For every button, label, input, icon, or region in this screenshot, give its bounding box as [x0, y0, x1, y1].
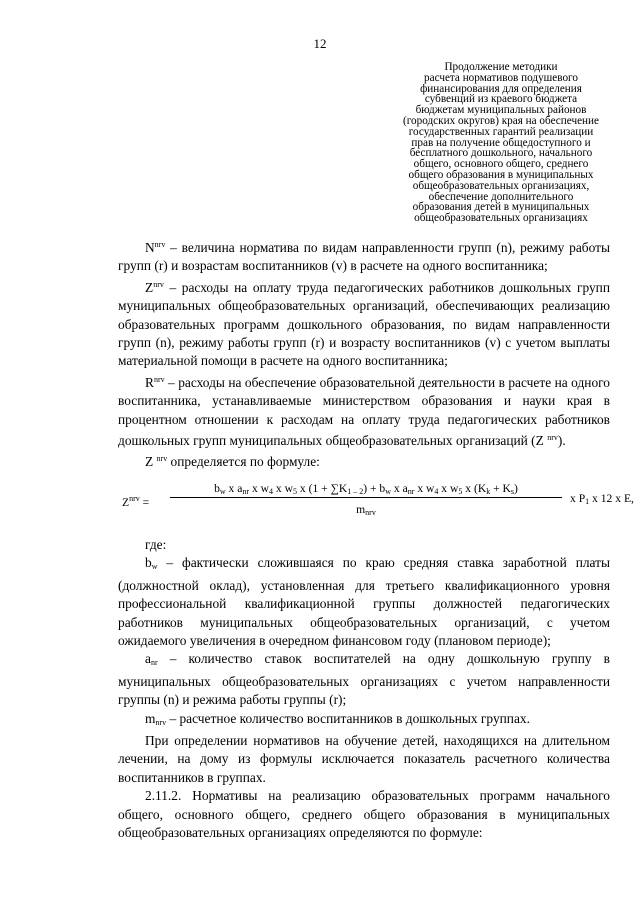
header-line: общеобразовательных организациях,	[412, 179, 590, 192]
paragraph-where: где:	[145, 536, 167, 552]
num-part: 1 – 2	[347, 486, 364, 496]
paragraph-exclusion: При определении нормативов на обучение детей, находящихся на длительном лечении, на дому из формулы исключается показатель расчетного количества воспитанников в группах.	[118, 732, 610, 785]
definition-text: – расходы на оплату труда педагогических работников дошкольных групп муниципальных общеобразовательных организаций, обеспечивающих реализацию образовательных программ дошкольного образования, по видам направленности групп (n), режиму работы групп (r) и возрасту воспитанников (v) с учетом выплаты материальной помощи в расчете на одного воспитанника;	[118, 279, 610, 369]
subscript: nrv	[155, 717, 167, 727]
formula	[118, 480, 634, 524]
num-part: x w	[273, 481, 293, 495]
header-line: финансирования для определения	[420, 82, 582, 95]
definition-text: – расходы на обеспечение образовательной деятельности в расчете на одного воспитанника, устанавливаемые министерством образования и науки края в процентном отношении к расходам на оплату труда педагогических работников дошкольных групп муниципальных общеобразовательных организаций (Z	[118, 374, 610, 449]
header-line: (городских округов) края на обеспечение	[403, 114, 599, 127]
paragraph-z-definition	[118, 276, 610, 371]
num-b: b	[214, 481, 220, 495]
num-part: x w	[249, 481, 270, 495]
num-part: + K	[490, 481, 511, 495]
num-part: nr	[242, 486, 250, 496]
den-symbol: m	[356, 502, 366, 516]
num-part: x w	[414, 481, 435, 495]
symbol-m: m	[145, 710, 156, 726]
num-part: x a	[225, 481, 243, 495]
definition-text: – фактически сложившаяся по краю средняя ставка заработной платы (должностной оклад), установленная для третьего квалификационного уровня профессиональной квалификационной группы должностей педагогических работников муниципальных общеобразовательных организаций, с учетом ожидаемого увеличения в очередном финансовом году (плановом периоде);	[118, 555, 610, 648]
superscript: nrv	[156, 454, 168, 464]
header-line: государственных гарантий реализации	[408, 125, 594, 138]
paragraph-z-intro	[118, 450, 610, 471]
num-part: k	[486, 486, 491, 496]
paragraph-mnrv-definition	[118, 710, 610, 732]
header-line: общего, основного общего, среднего	[413, 158, 589, 171]
superscript: nrv	[153, 374, 165, 384]
paragraph-n-definition	[118, 236, 610, 276]
superscript: nrv	[547, 433, 558, 443]
tail-after: x 12 x E,	[589, 491, 634, 505]
num-part: s	[510, 486, 515, 496]
num-part: 5	[458, 486, 463, 496]
num-part: x (1 + ∑K	[297, 481, 348, 495]
paragraph-anr-definition	[118, 650, 610, 709]
num-part: )	[514, 481, 518, 495]
page-number: 12	[313, 36, 327, 51]
num-part: 4	[434, 486, 439, 496]
superscript: nrv	[153, 279, 164, 289]
symbol-z: Z	[145, 454, 157, 470]
definition-text: – количество ставок воспитателей на одну дошкольную группу в муниципальных общеобразовательных организациях с учетом направленности группы (n) и режима работы группы (r);	[118, 651, 610, 708]
symbol-a: a	[145, 651, 151, 667]
formula-denominator	[170, 501, 562, 522]
num-part: w	[385, 486, 392, 496]
definition-text: – величина норматива по видам направленности групп (n), режиму работы групп (r) и возрастам воспитанников (v) в расчете на одного воспитанника;	[118, 240, 610, 274]
header-line: расчета нормативов подушевого	[424, 71, 578, 84]
subscript: w	[151, 562, 158, 572]
num-part: 5	[293, 486, 297, 496]
num-part: x w	[438, 481, 459, 495]
definition-text: – расчетное количество воспитанников в дошкольных группах.	[166, 710, 530, 726]
definition-text-end: ).	[557, 433, 566, 449]
superscript: nrv	[154, 240, 166, 249]
tail-sub: 1	[585, 496, 590, 506]
header-note	[376, 62, 626, 224]
symbol-z: Z	[145, 279, 154, 295]
header-line: субвенций из краевого бюджета	[424, 93, 578, 106]
symbol-n: N	[145, 240, 155, 255]
num-part: w	[219, 486, 226, 496]
header-line: общего образования в муниципальных	[408, 168, 594, 181]
document-body	[118, 236, 634, 842]
header-line: образования детей в муниципальных	[412, 201, 590, 214]
num-part: nr	[407, 486, 415, 496]
header-line: общеобразовательных организациях	[414, 212, 588, 225]
formula-tail	[570, 490, 634, 511]
header-line: Продолжение методики	[444, 61, 558, 73]
intro-text: определяется по формуле:	[167, 454, 320, 470]
formula-lhs-sup: nrv	[129, 493, 140, 503]
paragraph-bw-definition	[118, 554, 610, 650]
header-line: прав на получение общедоступного и	[411, 136, 591, 149]
num-part: x (K	[462, 481, 487, 495]
num-part: ) + b	[363, 481, 386, 495]
subscript: nr	[150, 658, 158, 668]
num-part: x a	[391, 481, 408, 495]
symbol-b: b	[145, 555, 152, 571]
num-part: 4	[269, 486, 274, 496]
header-line: обеспечение дополнительного	[428, 190, 574, 203]
symbol-r: R	[145, 374, 154, 390]
formula-lhs	[122, 490, 149, 512]
header-line: бюджетам муниципальных районов	[415, 104, 587, 117]
formula-lhs-symbol: Z	[122, 495, 130, 509]
fraction-bar	[170, 497, 562, 498]
header-line: бесплатного дошкольного, начального	[409, 147, 593, 160]
formula-numerator	[170, 480, 562, 501]
paragraph-section-2-11-2: 2.11.2. Нормативы на реализацию образовательных программ начального общего, основного общего, среднего общего образования в муниципальных общеобразовательных организациях определяются по формуле:	[118, 788, 610, 840]
tail-text: x P	[570, 491, 586, 505]
formula-equals: =	[139, 495, 150, 509]
paragraph-r-definition	[118, 371, 610, 451]
den-sub: nrv	[365, 507, 376, 517]
